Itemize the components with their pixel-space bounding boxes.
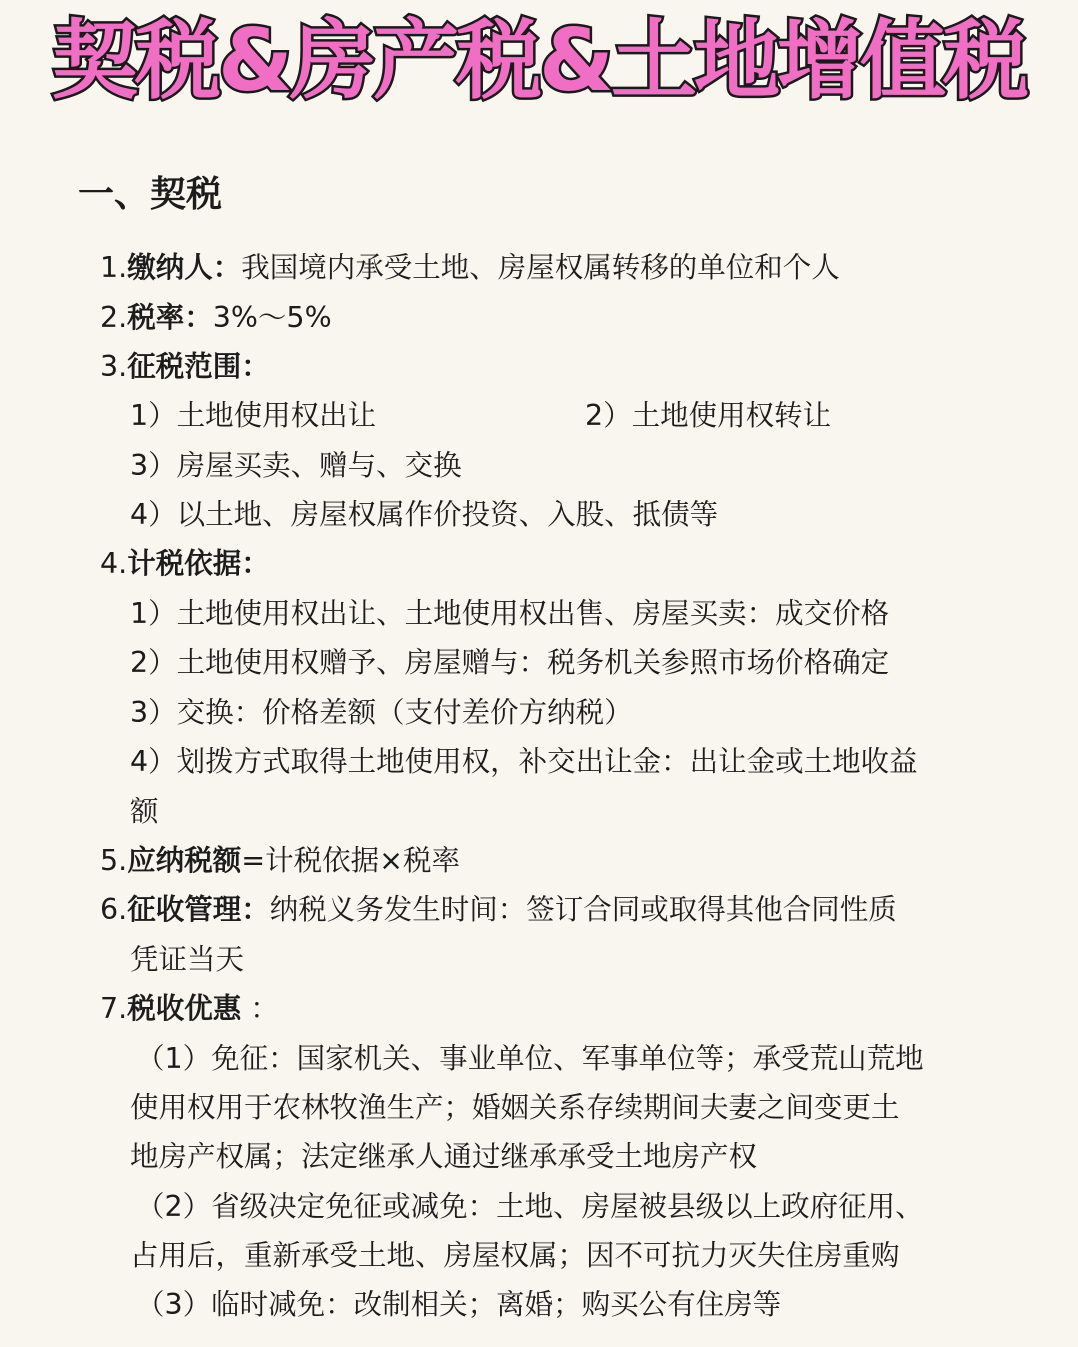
item-colon: ： xyxy=(241,992,279,1025)
item-basis xyxy=(100,544,270,584)
basis-sub-4-cont: 额 xyxy=(130,795,159,828)
item-formula xyxy=(100,841,460,881)
preferences-line-3: 地房产权属；法定继承人通过继承承受土地房产权 xyxy=(130,1140,758,1173)
item-text: 我国境内承受土地、房屋权属转移的单位和个人 xyxy=(241,251,840,284)
section-heading: 一、契税 xyxy=(78,174,223,215)
item-number: 1. xyxy=(100,251,128,284)
item-number: 3. xyxy=(100,350,128,383)
item-rate xyxy=(100,298,332,338)
basis-sub-3: 3）交换：价格差额（支付差价方纳税） xyxy=(130,696,633,729)
item-text: 纳税义务发生时间：签订合同或取得其他合同性质 xyxy=(269,893,897,926)
item-text: 3%～5% xyxy=(212,301,332,334)
preferences-line-5: 占用后，重新承受土地、房屋权属；因不可抗力灭失住房重购 xyxy=(130,1239,900,1272)
scope-sub-3: 3）房屋买卖、赠与、交换 xyxy=(130,449,462,482)
item-number: 2. xyxy=(100,301,128,334)
basis-sub-4: 4）划拨方式取得土地使用权，补交出让金：出让金或土地收益 xyxy=(130,745,918,778)
management-cont: 凭证当天 xyxy=(130,943,245,976)
item-management xyxy=(100,890,897,930)
item-label: 税率： xyxy=(127,301,213,334)
scope-sub-4: 4）以土地、房屋权属作价投资、入股、抵债等 xyxy=(130,498,719,531)
item-text: =计税依据×税率 xyxy=(241,844,460,877)
item-number: 5. xyxy=(100,844,128,877)
page-title: 契税&房产税&土地增值税 xyxy=(52,11,1026,111)
item-label: 计税依据： xyxy=(127,547,270,580)
scope-sub-2: 2）土地使用权转让 xyxy=(585,399,832,432)
item-label: 征税范围： xyxy=(127,350,270,383)
item-label: 应纳税额 xyxy=(127,844,242,877)
item-taxpayer xyxy=(100,248,840,288)
preferences-line-6: （3）临时减免：改制相关；离婚；购买公有住房等 xyxy=(136,1288,782,1321)
item-label: 缴纳人： xyxy=(127,251,242,284)
item-number: 6. xyxy=(100,893,128,926)
item-label: 征收管理： xyxy=(127,893,270,926)
item-number: 4. xyxy=(100,547,128,580)
item-label: 税收优惠 xyxy=(127,992,242,1025)
preferences-line-1: （1）免征：国家机关、事业单位、军事单位等；承受荒山荒地 xyxy=(136,1042,924,1075)
item-preferences xyxy=(100,989,279,1029)
scope-sub-1: 1）土地使用权出让 xyxy=(130,399,377,432)
preferences-line-2: 使用权用于农林牧渔生产；婚姻关系存续期间夫妻之间变更土 xyxy=(130,1091,900,1124)
preferences-line-4: （2）省级决定免征或减免：土地、房屋被县级以上政府征用、 xyxy=(136,1190,924,1223)
item-number: 7. xyxy=(100,992,128,1025)
basis-sub-1: 1）土地使用权出让、土地使用权出售、房屋买卖：成交价格 xyxy=(130,597,890,630)
item-scope xyxy=(100,347,270,387)
basis-sub-2: 2）土地使用权赠予、房屋赠与：税务机关参照市场价格确定 xyxy=(130,646,890,679)
